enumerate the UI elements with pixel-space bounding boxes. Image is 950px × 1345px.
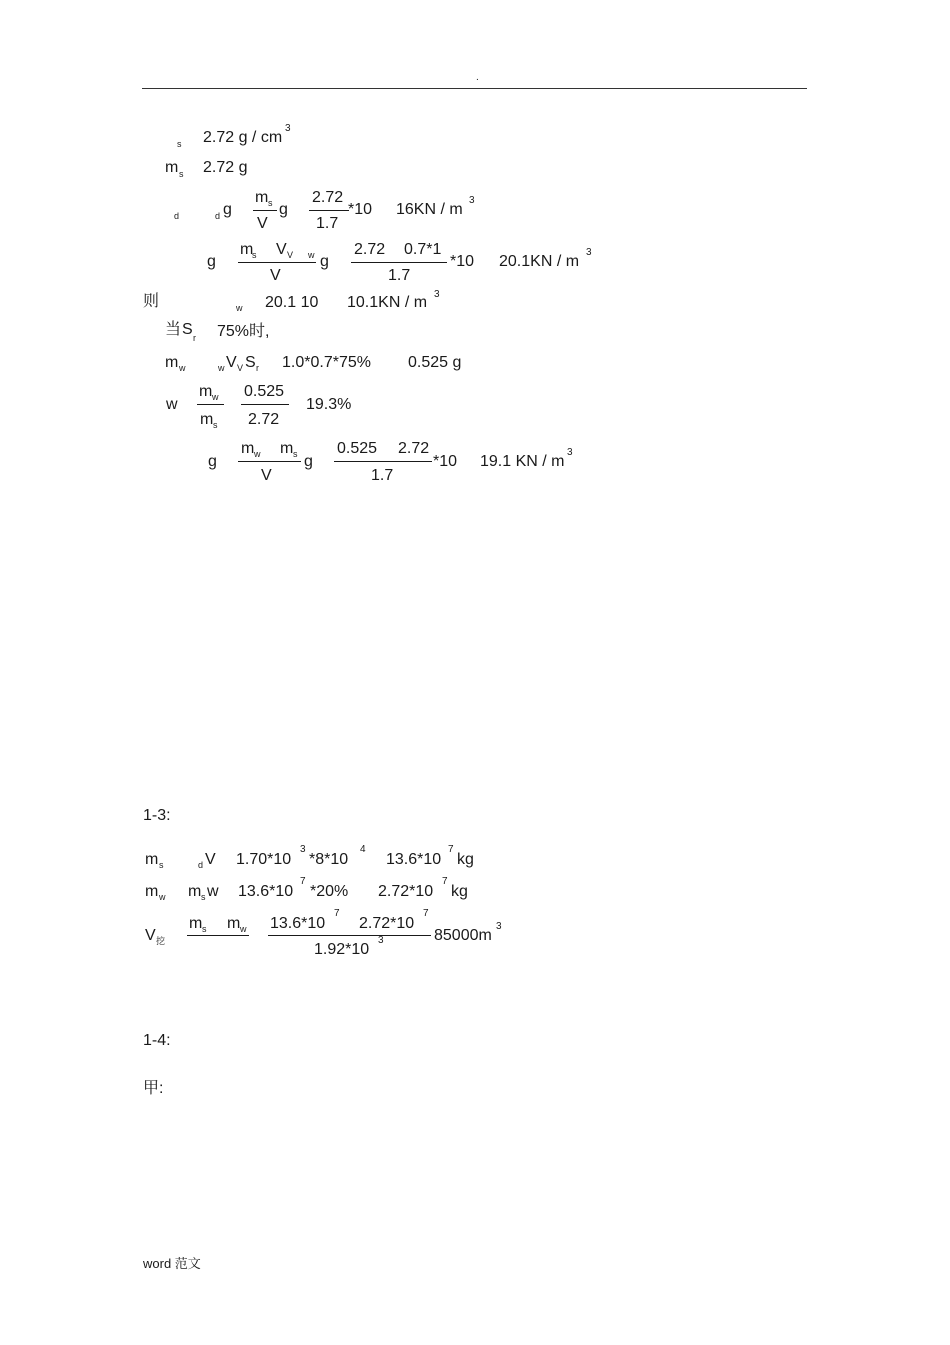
subscript-wa: 挖 [156,936,166,946]
numerator-m: m [189,915,203,932]
result: 2.72*10 [378,883,434,900]
result: 16KN / m [396,201,463,218]
result: 20.1KN / m [499,253,580,270]
denominator-v: V [270,267,281,284]
superscript: 7 [442,876,448,887]
fraction-bar [253,210,277,211]
fraction-bar [197,404,224,405]
superscript: 3 [300,844,306,855]
numerator-m: m [280,440,294,457]
subscript-s: s [202,924,207,934]
fraction-bar [241,404,289,405]
fraction-bar [238,461,301,462]
subscript-r: r [256,363,259,373]
label-jia: 甲: [143,1080,164,1097]
symbol-m: m [165,159,179,176]
numerator-m: m [227,915,241,932]
fraction-bar [309,210,349,211]
symbol-w: w [166,396,178,413]
symbol-v: V [145,927,156,944]
symbol-m: m [145,851,159,868]
denominator: 2.72 [248,411,280,428]
result: 85000m [434,927,492,944]
symbol-m: m [165,354,179,371]
subscript-s: s [252,250,257,260]
numerator-m: m [255,189,269,206]
symbol-g: g [207,253,216,270]
denominator-m: m [200,411,214,428]
unit: kg [451,883,468,900]
denominator-v: V [261,467,272,484]
factor-a: 1.70*10 [236,851,292,868]
denominator: 1.7 [388,267,411,284]
subscript-w: w [179,363,186,373]
symbol-m: m [188,883,202,900]
fraction-bar [187,935,249,936]
factor-b: *8*10 [309,851,349,868]
header-dot: . [476,72,479,83]
subscript-d: d [174,211,180,221]
fraction-bar [334,461,432,462]
symbol-w: w [207,883,219,900]
header-rule [142,88,807,89]
numerator-m: m [199,383,213,400]
denominator: 1.92*10 [314,941,370,958]
superscript: 7 [300,876,306,887]
superscript-3: 3 [586,247,592,258]
multiplier: *10 [433,453,458,470]
subscript-s: s [213,420,218,430]
result: 13.6*10 [386,851,442,868]
symbol-g: g [304,453,313,470]
symbol-g: g [320,253,329,270]
symbol-s: S [182,321,193,338]
product: 1.0*0.7*75% [282,354,371,371]
symbol-m: m [145,883,159,900]
superscript: 4 [360,844,366,855]
symbol-g: g [279,201,288,218]
numerator: 2.72 [312,189,344,206]
values: 20.1 10 [265,294,319,311]
numerator: 0.525 [244,383,285,400]
symbol-s: S [245,354,256,371]
superscript: 7 [423,908,429,919]
section-title-1-4: 1-4: [143,1032,171,1049]
denominator: 1.7 [316,215,339,232]
subscript-d: d [215,211,221,221]
subscript-w: w [218,363,225,373]
subscript-s: s [268,198,273,208]
subscript-s: s [159,860,164,870]
condition-value: 75%时, [217,323,270,340]
factor-b: *20% [310,883,349,900]
subscript-w: w [159,892,166,902]
subscript-s: s [293,449,298,459]
fraction-bar [238,262,316,263]
superscript-3: 3 [434,289,440,300]
superscript: 3 [496,921,502,932]
subscript-w: w [240,924,247,934]
result: 0.525 g [408,354,462,371]
factor-a: 13.6*10 [238,883,294,900]
text-dang: 当 [165,321,182,338]
subscript-w: w [212,392,219,402]
subscript-d: d [198,860,204,870]
subscript-s: s [179,169,184,179]
numerator-m: m [240,241,254,258]
mass-value: 2.72 g [203,159,248,176]
fraction-bar [351,262,447,263]
subscript-v: V [237,363,244,373]
symbol-g: g [223,201,232,218]
subscript-s: s [201,892,206,902]
subscript-w: w [308,250,315,260]
numerator-b: 2.72*10 [359,915,415,932]
symbol-g: g [208,453,217,470]
numerator-a: 2.72 [354,241,386,258]
subscript-w: w [236,303,243,313]
multiplier: *10 [450,253,475,270]
superscript-3: 3 [285,123,291,134]
superscript: 7 [448,844,454,855]
numerator-b: 2.72 [398,440,430,457]
denominator: 1.7 [371,467,394,484]
subscript-w: w [254,449,261,459]
result: 10.1KN / m [347,294,428,311]
result: 19.3% [306,396,352,413]
numerator-m: m [241,440,255,457]
subscript-s: s [177,139,182,149]
section-title-1-3: 1-3: [143,807,171,824]
superscript: 3 [378,935,384,946]
superscript: 7 [334,908,340,919]
symbol-v: V [226,354,237,371]
density-value: 2.72 g / cm [203,129,283,146]
result: 19.1 KN / m [480,453,565,470]
multiplier: *10 [348,201,373,218]
footer-text: word 范文 [143,1256,201,1271]
symbol-v: V [205,851,216,868]
subscript-r: r [193,333,196,343]
subscript-v: V [287,250,294,260]
denominator-v: V [257,215,268,232]
superscript-3: 3 [567,447,573,458]
fraction-bar [268,935,431,936]
numerator-v: V [276,241,287,258]
numerator-a: 13.6*10 [270,915,326,932]
unit: kg [457,851,474,868]
superscript-3: 3 [469,195,475,206]
numerator-b: 0.7*1 [404,241,442,258]
text-ze: 则 [143,293,160,310]
numerator-a: 0.525 [337,440,378,457]
